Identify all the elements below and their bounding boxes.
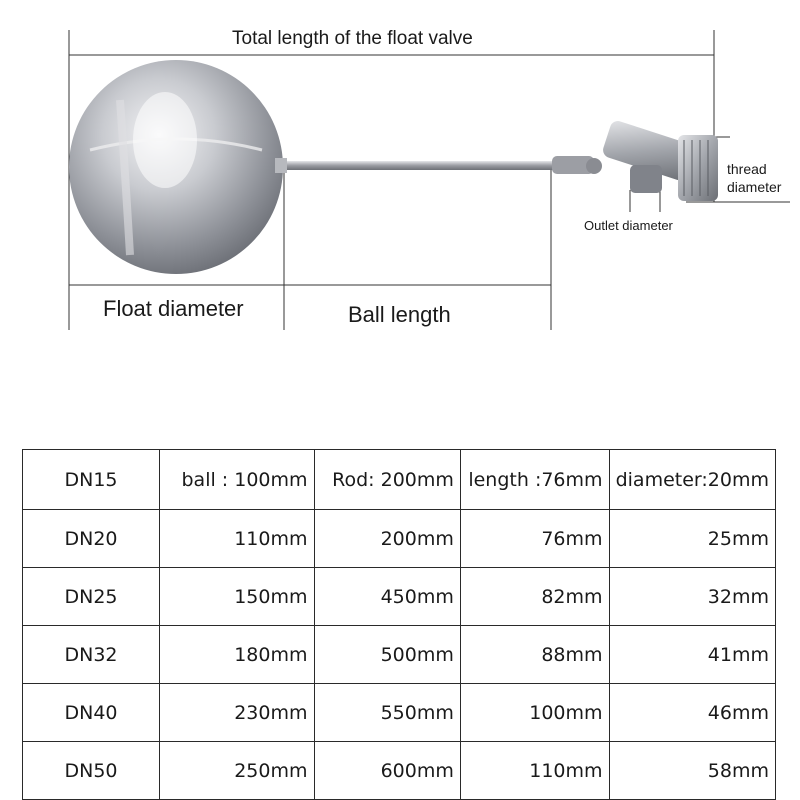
size-cell: DN50 [23,742,160,800]
ball-length-label: Ball length [348,302,451,327]
specification-table [22,449,776,800]
ball-cell: 150mm [160,568,315,626]
size-cell: DN25 [23,568,160,626]
float-ball [69,60,283,274]
total-length-label: Total length of the float valve [232,28,473,49]
diameter-cell: 32mm [609,568,775,626]
rod-cell: 600mm [314,742,460,800]
length-cell: 76mm [460,510,609,568]
size-cell: DN20 [23,510,160,568]
table-row [23,684,776,742]
rod-cell: 450mm [314,568,460,626]
ball-cell: 180mm [160,626,315,684]
diameter-cell: 46mm [609,684,775,742]
table-row [23,568,776,626]
diameter-cell: diameter:20mm [609,450,775,510]
valve-body [552,119,718,201]
ball-cell: 110mm [160,510,315,568]
diameter-cell: 25mm [609,510,775,568]
thread-label-line1: thread [727,161,767,177]
diameter-cell: 58mm [609,742,775,800]
ball-cell: 230mm [160,684,315,742]
float-rod [275,158,557,173]
float-diameter-label: Float diameter [103,296,244,321]
length-cell: 100mm [460,684,609,742]
rod-cell: 550mm [314,684,460,742]
ball-cell: ball : 100mm [160,450,315,510]
length-cell: 88mm [460,626,609,684]
length-cell: 110mm [460,742,609,800]
float-valve-drawing [0,0,800,340]
outlet-diameter-dimension [630,190,660,212]
size-cell: DN40 [23,684,160,742]
thread-label-line2: diameter [727,179,782,195]
diameter-cell: 41mm [609,626,775,684]
thread-diameter-label [727,160,781,196]
rod-cell: 500mm [314,626,460,684]
table-row [23,450,776,510]
float-valve-diagram [0,0,800,340]
table-row [23,742,776,800]
table-row [23,510,776,568]
size-cell: DN32 [23,626,160,684]
length-cell: length :76mm [460,450,609,510]
rod-cell: Rod: 200mm [314,450,460,510]
outlet-diameter-label: Outlet diameter [584,218,673,233]
length-cell: 82mm [460,568,609,626]
size-cell: DN15 [23,450,160,510]
rod-cell: 200mm [314,510,460,568]
ball-cell: 250mm [160,742,315,800]
table-row [23,626,776,684]
